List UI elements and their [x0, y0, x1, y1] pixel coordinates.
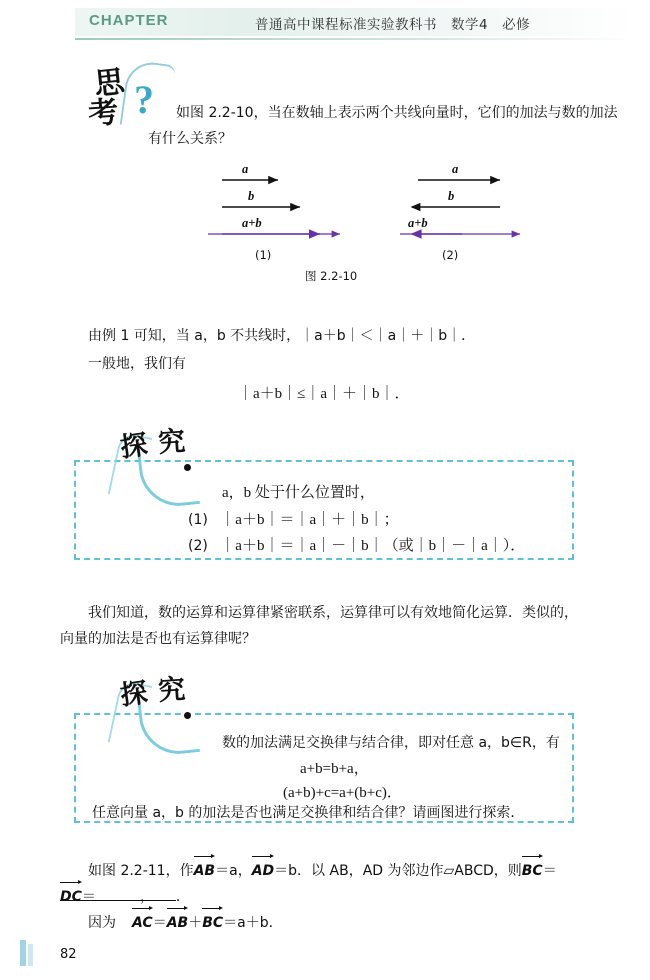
- brush-dot-icon: [184, 712, 191, 719]
- tail-line-1-eq: ＝: [542, 863, 557, 879]
- figure-label-left-b: b: [248, 189, 255, 203]
- header-title: [255, 13, 530, 33]
- explore2-line-1: 数的加法满足交换律与结合律，即对任意 a，b∈R，有: [222, 735, 560, 751]
- figure-label-right-a: a: [452, 162, 459, 176]
- tail-line-1: 如图 2.2-11，作AB＝a，AD＝b．以 AB，AD 为邻边作▱ABCD，则BC＝，: [60, 858, 620, 910]
- tail-line-1-pre: 如图 2.2-11，作: [88, 863, 194, 879]
- sikao-question-text: 如图 2.2-10，当在数轴上表示两个共线向量时，它们的加法与数的加法有什么关系？: [148, 105, 618, 147]
- explore1-item-2-text: ｜a＋b｜＝｜a｜－｜b｜（或｜b｜－｜a｜）．: [220, 538, 526, 554]
- tanjiu-char-2: 究: [157, 674, 187, 707]
- question-mark-icon: ?: [134, 77, 154, 122]
- tail-line-1-mid-2: ＝b．以 AB，AD 为邻边作▱ABCD，则: [274, 863, 522, 879]
- tanjiu-char-1: 探: [118, 677, 150, 712]
- vector-BC-2: BC: [202, 910, 223, 936]
- tanjiu-ornament-2: [110, 672, 220, 762]
- explore1-item-1-text: ｜a＋b｜＝｜a｜＋｜b｜；: [220, 512, 399, 528]
- vector-AB-2: AB: [167, 910, 189, 936]
- body-display-1: ｜a＋b｜≤｜a｜＋｜b｜．: [238, 386, 410, 402]
- vector-DC: DC: [60, 884, 82, 910]
- figure-label-left-ab: a+b: [242, 216, 262, 230]
- figure-subcaption-2: (2): [442, 248, 459, 262]
- tanjiu-ornament-1: [110, 424, 220, 514]
- brush-dot-icon: [184, 464, 191, 471]
- sikao-char-2: 考: [87, 94, 120, 132]
- tail-line-1-mid-1: ＝a，: [215, 863, 252, 879]
- body-line-2: 一般地，我们有: [88, 356, 186, 372]
- explore1-item-2-number: (2): [188, 538, 208, 554]
- vector-BC: BC: [522, 858, 543, 884]
- figure-2-2-10: [200, 160, 530, 275]
- vector-AC: AC: [132, 910, 153, 936]
- tail-line-3-plus: ＋: [188, 915, 203, 931]
- figure-label-right-ab: a+b: [408, 216, 428, 230]
- explore1-item-2: [188, 533, 525, 559]
- footer-bar-2: [28, 944, 33, 966]
- explore1-item-1-number: (1): [188, 512, 208, 528]
- tail-line-3-eq-2: ＝a＋b．: [223, 915, 283, 931]
- chapter-label: CHAPTER: [89, 12, 169, 29]
- mid-paragraph: 我们知道，数的运算和运算律紧密联系，运算律可以有效地简化运算．类似的，向量的加法是否也有运算律呢？: [60, 605, 578, 647]
- header-underline: [75, 38, 635, 40]
- tail-line-3-eq-1: ＝: [152, 915, 167, 931]
- explore2-display-1: a+b=b+a，: [300, 761, 369, 777]
- explore1-item-1: [188, 507, 399, 533]
- explore1-lead: a，b 处于什么位置时，: [222, 485, 375, 501]
- footer-bar-1: [20, 940, 26, 966]
- footer-decoration: [20, 940, 34, 966]
- tail-line-3-pre: 因为: [88, 915, 116, 931]
- header-title-type: 必修: [502, 17, 531, 33]
- fill-in-blank-2[interactable]: [96, 886, 176, 901]
- body-line-1: 由例 1 可知，当 a，b 不共线时，｜a＋b｜＜｜a｜＋｜b｜．: [88, 328, 476, 344]
- vector-AD: AD: [252, 858, 274, 884]
- header-title-subject: 数学4: [451, 17, 489, 33]
- explore2-line-2: 任意向量 a，b 的加法是否也满足交换律和结合律？请画图进行探索．: [92, 805, 525, 821]
- page-header: [75, 8, 635, 40]
- tanjiu-char-1: 探: [118, 429, 150, 464]
- figure-label-left-a: a: [242, 162, 249, 176]
- vector-AB: AB: [194, 858, 216, 884]
- explore2-display-2: (a+b)+c=a+(b+c)．: [283, 785, 402, 801]
- figure-label-right-b: b: [448, 189, 455, 203]
- tanjiu-char-2: 究: [157, 426, 187, 459]
- header-title-main: 普通高中课程标准实验教科书: [255, 17, 437, 33]
- tail-line-3: [60, 910, 620, 936]
- page-number: 82: [60, 947, 77, 962]
- figure-caption: 图 2.2-10: [305, 269, 358, 283]
- figure-subcaption-1: (1): [255, 248, 272, 262]
- tail-line-2-eq: ＝: [81, 889, 96, 905]
- tail-line-2: DC＝ ．: [60, 884, 620, 910]
- sikao-char-1: 思: [92, 64, 127, 103]
